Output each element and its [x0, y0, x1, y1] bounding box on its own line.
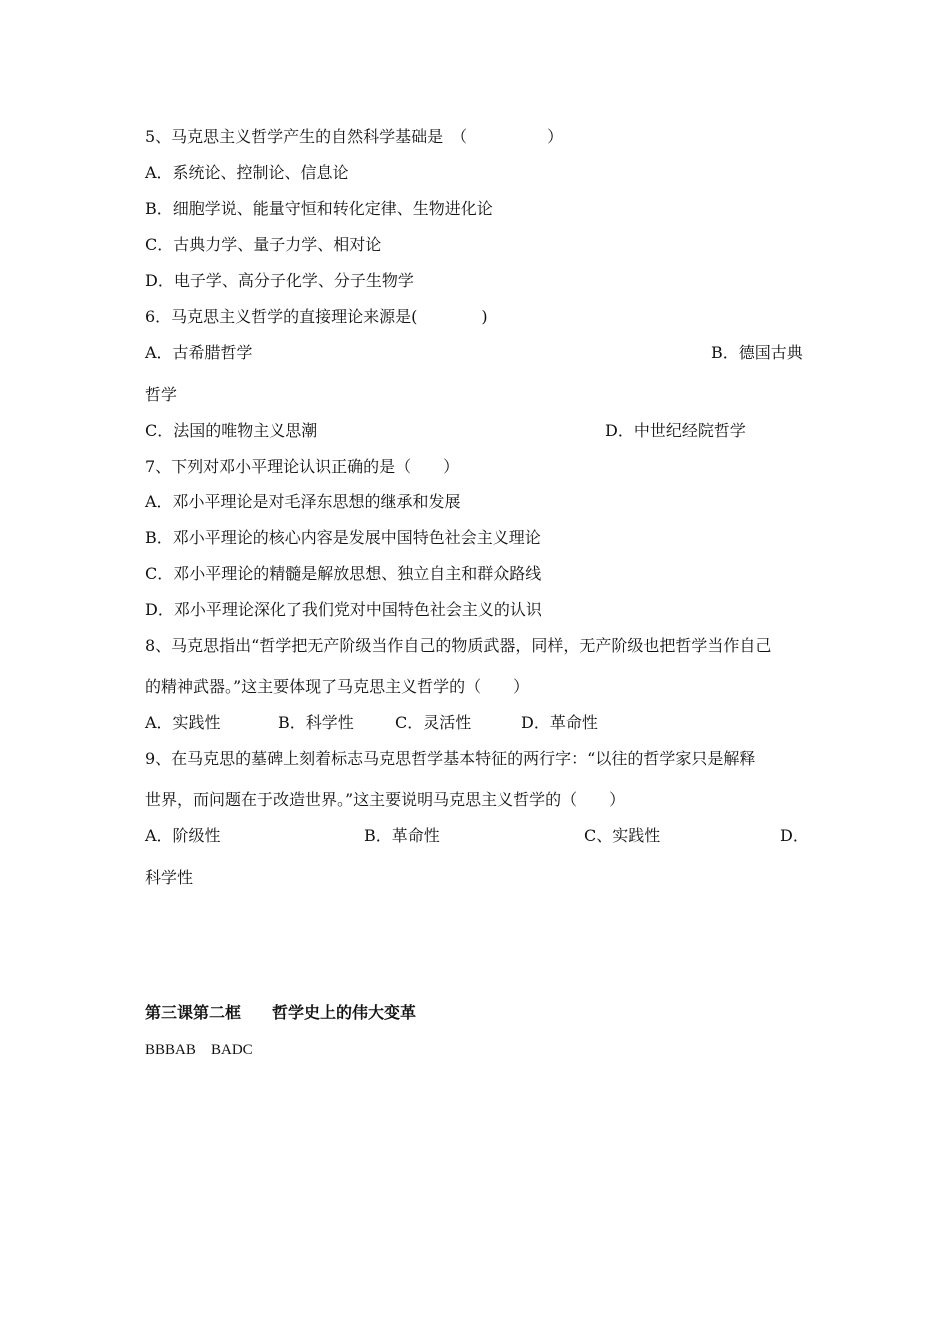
q9-option-c: C、实践性 [584, 826, 661, 845]
q8-option-c: C．灵活性 [395, 713, 472, 732]
q5-stem: 5、马克思主义哲学产生的自然科学基础是 （ ） [145, 127, 564, 146]
q7-stem: 7、下列对邓小平理论认识正确的是（ ） [145, 457, 460, 476]
q9-stem-line-1: 9、在马克思的墓碑上刻着标志马克思哲学基本特征的两行字：“以往的哲学家只是解释 [145, 749, 756, 768]
q6-option-b-continued: 哲学 [145, 385, 178, 404]
answer-key-heading-lesson: 第三课第二框 [145, 1003, 242, 1022]
q8-option-a: A．实践性 [145, 713, 221, 732]
q5-option-d: D．电子学、高分子化学、分子生物学 [145, 271, 414, 290]
answer-key-group-2: BADC [211, 1042, 253, 1058]
q6-option-d: D．中世纪经院哲学 [605, 421, 746, 440]
q8-stem-line-2: 的精神武器。”这主要体现了马克思主义哲学的（ ） [145, 677, 530, 696]
q5-option-c: C．古典力学、量子力学、相对论 [145, 235, 382, 254]
q7-option-c: C．邓小平理论的精髓是解放思想、独立自主和群众路线 [145, 564, 542, 583]
q8-option-b: B．科学性 [278, 713, 354, 732]
q6-option-b: B．德国古典 [711, 343, 803, 362]
q7-option-b: B．邓小平理论的核心内容是发展中国特色社会主义理论 [145, 528, 541, 547]
q5-option-a: A．系统论、控制论、信息论 [145, 163, 349, 182]
q5-option-b: B．细胞学说、能量守恒和转化定律、生物进化论 [145, 199, 493, 218]
q9-option-d: D． [780, 826, 809, 845]
q7-option-d: D．邓小平理论深化了我们党对中国特色社会主义的认识 [145, 600, 542, 619]
q9-option-a: A．阶级性 [145, 826, 221, 845]
answer-key-group-1: BBBAB [145, 1042, 196, 1058]
q9-stem-line-2: 世界，而问题在于改造世界。”这主要说明马克思主义哲学的（ ） [145, 790, 626, 809]
answer-key-heading-title: 哲学史上的伟大变革 [272, 1003, 417, 1022]
q9-option-b: B．革命性 [364, 826, 440, 845]
q9-option-d-continued: 科学性 [145, 868, 194, 887]
q6-option-a: A．古希腊哲学 [145, 343, 253, 362]
q8-stem-line-1: 8、马克思指出“哲学把无产阶级当作自己的物质武器，同样，无产阶级也把哲学当作自己 [145, 636, 772, 655]
q6-stem: 6．马克思主义哲学的直接理论来源是( ) [145, 307, 488, 326]
q6-option-c: C．法国的唯物主义思潮 [145, 421, 318, 440]
q7-option-a: A．邓小平理论是对毛泽东思想的继承和发展 [145, 492, 461, 511]
q8-option-d: D．革命性 [521, 713, 598, 732]
